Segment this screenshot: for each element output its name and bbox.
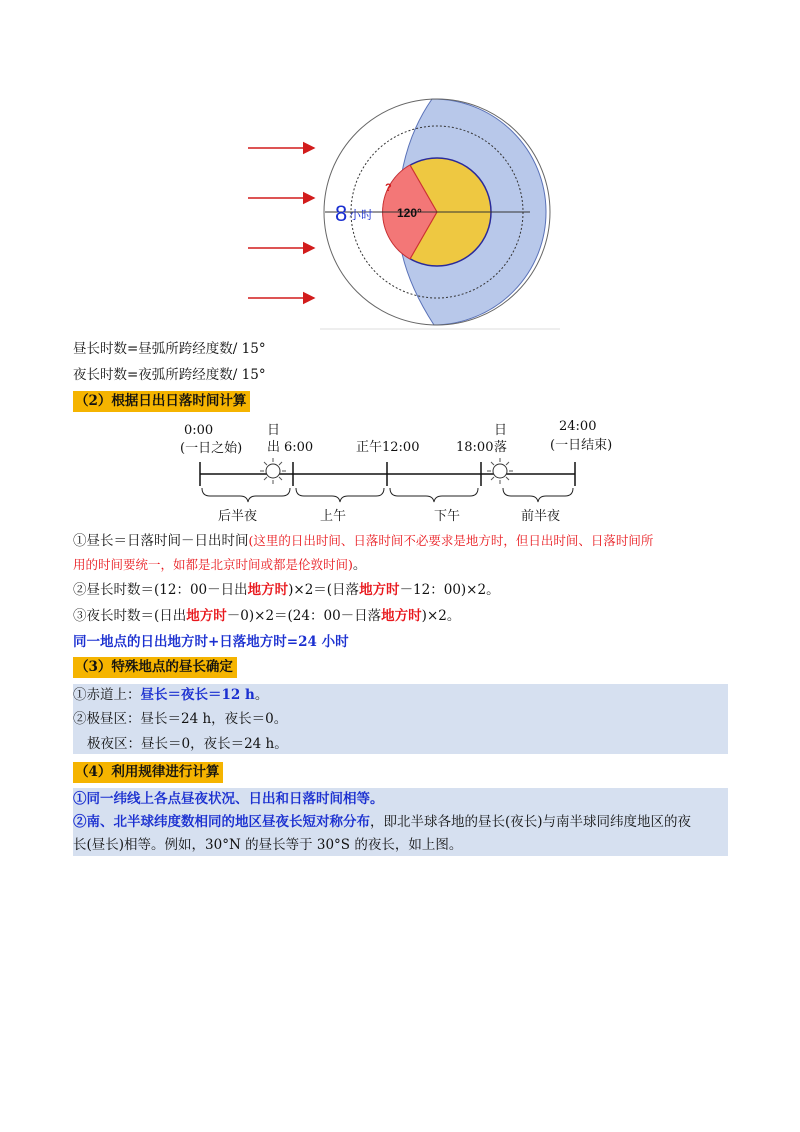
day-length-formula: 昼长时数=昼弧所跨经度数/ 15° bbox=[73, 341, 266, 357]
time-18: 18:00 bbox=[456, 440, 494, 455]
symmetry-rule-line-2: 长(昼长)相等。例如，30°N 的昼长等于 30°S 的夜长，如上图。 bbox=[73, 837, 463, 853]
question-mark: ? bbox=[385, 182, 392, 194]
rule-1-line-2: 用的时间要统一，如都是北京时间或都是伦敦时间)。 bbox=[73, 557, 367, 573]
segment-early-night: 前半夜 bbox=[521, 509, 561, 524]
time-6: 6:00 bbox=[284, 440, 314, 455]
polar-night-rule: 极夜区：昼长＝0，夜长＝24 h。 bbox=[87, 736, 288, 752]
sunset-sun-icon bbox=[487, 458, 513, 484]
symmetry-rule-line-1: ②南、北半球纬度数相同的地区昼夜长短对称分布，即北半球各地的昼长(夜长)与南半球同纬度地区的夜 bbox=[73, 814, 692, 830]
rule-summary: 同一地点的日出地方时+日落地方时=24 小时 bbox=[73, 634, 349, 650]
time-24: 24:00 bbox=[559, 419, 597, 434]
rule-3: ③夜长时数＝(日出地方时－0)×2＝(24：00－日落地方时)×2。 bbox=[73, 608, 461, 624]
sunset-char-1: 日 bbox=[494, 423, 508, 438]
hours-small-label: 小时 bbox=[349, 208, 374, 222]
same-latitude-rule: ①同一纬线上各点昼夜状况、日出和日落时间相等。 bbox=[73, 791, 384, 807]
sunrise-sun-icon bbox=[260, 458, 286, 484]
time-24-note: (一日结束) bbox=[550, 438, 613, 453]
polar-day-rule: ②极昼区：昼长＝24 h，夜长＝0。 bbox=[73, 711, 288, 727]
angle-label: 120° bbox=[397, 206, 422, 220]
sunrise-char-2: 出 bbox=[267, 440, 281, 455]
time-12: 正午12:00 bbox=[356, 440, 420, 455]
sunset-char-2: 落 bbox=[494, 440, 508, 455]
time-axis-diagram bbox=[170, 416, 630, 528]
segment-morning: 上午 bbox=[320, 509, 347, 524]
segment-afternoon: 下午 bbox=[434, 509, 461, 524]
night-length-formula: 夜长时数=夜弧所跨经度数/ 15° bbox=[73, 367, 266, 383]
polar-daynight-figure bbox=[230, 85, 570, 335]
time-0-note: (一日之始) bbox=[180, 441, 243, 456]
section-4-title: （4）利用规律进行计算 bbox=[73, 762, 223, 783]
equator-rule: ①赤道上：昼长＝夜长＝12 h。 bbox=[73, 687, 269, 703]
hours-big-label: 8 bbox=[335, 201, 348, 226]
time-0: 0:00 bbox=[184, 423, 214, 438]
segment-late-night: 后半夜 bbox=[218, 509, 258, 524]
rule-1-line-1: ①昼长＝日落时间－日出时间(这里的日出时间、日落时间不必要求是地方时，但日出时间、日落时间所 bbox=[73, 533, 654, 549]
sunrise-char-1: 日 bbox=[267, 423, 281, 438]
section-3-title: （3）特殊地点的昼长确定 bbox=[73, 657, 237, 678]
section-2-title: （2）根据日出日落时间计算 bbox=[73, 391, 250, 412]
rule-2: ②昼长时数＝(12：00－日出地方时)×2＝(日落地方时－12：00)×2。 bbox=[73, 582, 500, 598]
